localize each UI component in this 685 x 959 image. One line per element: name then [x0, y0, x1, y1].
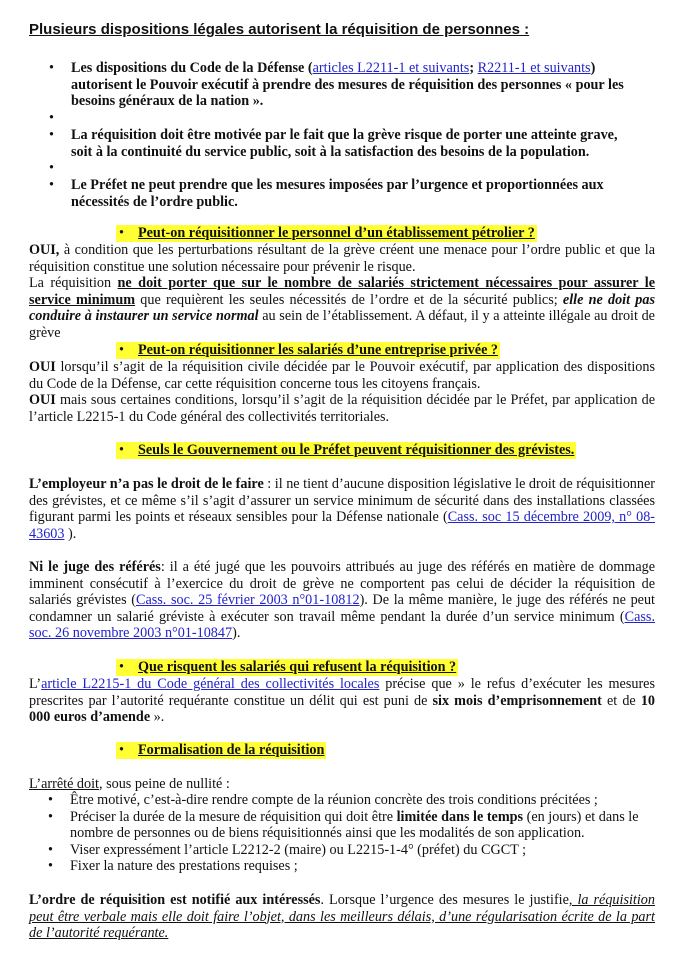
emphasis-oui: OUI — [29, 392, 56, 408]
heading-text: Peut-on réquisitionner les salariés d’une entreprise privée ? — [137, 342, 499, 358]
emphasis-juge-referes: Ni le juge des référés — [29, 559, 161, 575]
bullet-text-1a: Les dispositions du Code de la Défense ( — [71, 60, 313, 76]
list-item-text: Être motivé, c’est-à-dire rendre compte de la réunion concrète des trois conditions précitées ; — [70, 792, 598, 808]
emphasis-service-minimum: ne doit porter que sur le nombre de salariés strictement nécessaires pour assurer le service minimum — [29, 275, 656, 308]
arrete-requirements-list — [48, 792, 648, 875]
list-item-text: Viser expressément l’article L2212-2 (maire) ou L2215-1-4° (préfet) du CGCT ; — [70, 841, 527, 858]
paragraph-entreprise-2 — [29, 392, 655, 425]
bullet-icon: • — [48, 841, 53, 858]
emphasis-service-normal: elle ne doit pas conduire à instaurer un service normal — [29, 291, 655, 325]
bullet-icon: • — [119, 225, 124, 241]
bullet-icon: • — [119, 442, 124, 458]
bullet-icon: • — [49, 60, 54, 76]
bullet-text-3: La réquisition doit être motivée par le fait que la grève risque de porter une atteinte grave, soit à la continuité du service public, soit à la satisfaction des besoins de la population. — [71, 127, 618, 160]
link-separator: ; — [469, 60, 478, 76]
section-heading-gouvernement-prefet — [116, 442, 576, 459]
list-item — [49, 60, 639, 110]
emphasis-arrete: L’arrêté doit — [29, 776, 99, 792]
paragraph-text: , sous peine de nullité : — [99, 776, 230, 792]
section-heading-formalisation — [116, 742, 326, 759]
emphasis-oui: OUI — [29, 359, 56, 375]
section-heading-refus-requisition — [116, 659, 458, 676]
bullet-icon: • — [119, 659, 124, 675]
link-cass-soc-2003-fevrier[interactable]: Cass. soc. 25 février 2003 n°01-10812 — [136, 592, 360, 609]
list-item-text: Préciser la durée de la mesure de réquisition qui doit être — [70, 808, 397, 825]
paragraph-entreprise-1 — [29, 359, 655, 392]
list-item-text: Fixer la nature des prestations requises ; — [70, 858, 298, 875]
link-articles-l2211[interactable]: articles L2211-1 et suivants — [312, 60, 470, 76]
emphasis-ordre: L’ordre de réquisition est notifié aux intéressés — [29, 892, 321, 908]
list-item-empty — [49, 110, 639, 127]
bullet-icon: • — [49, 177, 54, 193]
paragraph-text: précise que » le refus d’exécuter les mesures prescrites par l’autorité requérante constitue un délit qui est puni de — [29, 676, 656, 709]
paragraph-text: ). De la même manière, le juge des référés ne peut condamner un salarié gréviste à exécuter son travail même pendant la durée d’un service minimum ( — [29, 592, 655, 625]
intro-bullet-list — [49, 60, 639, 210]
list-item — [49, 177, 639, 210]
paragraph-text: au sein de l’établissement. A défaut, il y a atteinte illégale au droit de grève — [29, 308, 655, 341]
list-item-text: (en jours) et dans le nombre de personnes ou de biens réquisitionnés ainsi que les modalités de son application. — [70, 808, 639, 842]
bullet-text-5: Le Préfet ne peut prendre que les mesures imposées par l’urgence et proportionnées aux nécessités de l’ordre public. — [71, 177, 604, 210]
paragraph-ordre-notifie — [29, 892, 655, 942]
emphasis-amende: 10 000 euros d’amende — [29, 692, 655, 726]
bullet-icon: • — [48, 792, 53, 808]
paragraph-petrolier-2 — [29, 275, 655, 341]
emphasis-oui: OUI, — [29, 242, 60, 258]
paragraph-arrete-lead — [29, 776, 655, 793]
list-item — [48, 792, 648, 809]
section-heading-entreprise-privee — [116, 342, 500, 359]
emphasis-employeur: L’employeur n’a pas le droit de le faire — [29, 476, 264, 492]
paragraph-text: mais sous certaines conditions, lorsqu’il s’agit de la réquisition décidée par le Préfet, par application de l’article L2215-1 du Code général des collectivités territoriales. — [29, 392, 655, 425]
link-cass-soc-2009[interactable]: Cass. soc 15 décembre 2009, n° 08-43603 — [29, 509, 656, 542]
paragraph-employeur — [29, 476, 655, 542]
link-article-l2215-1[interactable]: article L2215-1 du Code général des collectivités locales — [41, 676, 380, 692]
paragraph-juge-referes — [29, 559, 655, 642]
list-item — [48, 842, 648, 859]
heading-text: Peut-on réquisitionner le personnel d’un établissement pétrolier ? — [137, 225, 535, 241]
paragraph-text: que requièrent les seules nécessités de l’ordre et de la sécurité publics; — [135, 291, 563, 308]
emphasis-verbale: , la réquisition peut être verbale mais elle doit faire l’objet, dans les meilleurs délais, d’une régularisation écrite de la part de l’autorité requérante. — [29, 892, 655, 942]
emphasis-emprisonnement: six mois d’emprisonnement — [432, 692, 602, 709]
bullet-icon: • — [119, 742, 124, 758]
paragraph-text: et de — [601, 692, 641, 709]
paragraph-text: ). — [232, 625, 241, 642]
paragraph-text: . Lorsque l’urgence des mesures le justifie — [320, 892, 569, 908]
paragraph-text: L’ — [29, 676, 42, 692]
paragraph-text: : il a été jugé que les pouvoirs attribués au juge des référés en matière de dommage imminent consécutif à l’exercice du droit de grève ne comportent pas celui de décider la réquisition de salariés grévistes ( — [29, 559, 656, 609]
paragraph-text: ). — [64, 525, 77, 542]
heading-text: Que risquent les salariés qui refusent la réquisition ? — [137, 659, 457, 675]
heading-text: Formalisation de la réquisition — [137, 742, 325, 758]
bullet-icon: • — [48, 808, 53, 825]
emphasis-limitee: limitée dans le temps — [396, 808, 524, 825]
bullet-icon: • — [48, 858, 53, 875]
link-articles-r2211[interactable]: R2211-1 et suivants — [477, 60, 591, 76]
page-title: Plusieurs dispositions légales autorisent la réquisition de personnes : — [29, 21, 530, 38]
section-heading-petrolier — [116, 225, 537, 242]
bullet-icon: • — [119, 342, 124, 358]
paragraph-text: La réquisition — [29, 275, 118, 291]
bullet-text-1b: ) autorisent le Pouvoir exécutif à prendre des mesures de réquisition des personnes « pour les besoins généraux de la nation ». — [71, 60, 624, 110]
paragraph-refus — [29, 676, 655, 726]
list-item — [49, 127, 639, 160]
paragraph-text: ». — [150, 709, 165, 726]
bullet-icon: • — [49, 160, 54, 176]
paragraph-petrolier-1 — [29, 242, 655, 275]
bullet-icon: • — [49, 127, 54, 143]
paragraph-text: lorsqu’il s’agit de la réquisition civile décidée par le Pouvoir exécutif, par application des dispositions du Code de la Défense, car cette réquisition concerne tous les citoyens français. — [29, 359, 655, 392]
link-cass-soc-2003-novembre[interactable]: Cass. soc. 26 novembre 2003 n°01-10847 — [29, 608, 655, 642]
list-item-empty — [49, 160, 639, 177]
paragraph-text: à condition que les perturbations résultant de la grève créent une menace pour l’ordre public et que la réquisition constitue une solution nécessaire pour prévenir le risque. — [29, 242, 655, 275]
list-item — [48, 858, 648, 875]
heading-text: Seuls le Gouvernement ou le Préfet peuvent réquisitionner des grévistes. — [137, 442, 575, 458]
paragraph-text: : il ne tient d’aucune disposition législative le droit de réquisitionner des grévistes, et ce même s’il s’agit d’assurer un service minimum de sécurité dans des installations classées figurant parmi les points et réseaux sensibles pour la Défense nationale ( — [29, 476, 656, 526]
list-item — [48, 809, 648, 842]
bullet-icon: • — [49, 110, 54, 126]
